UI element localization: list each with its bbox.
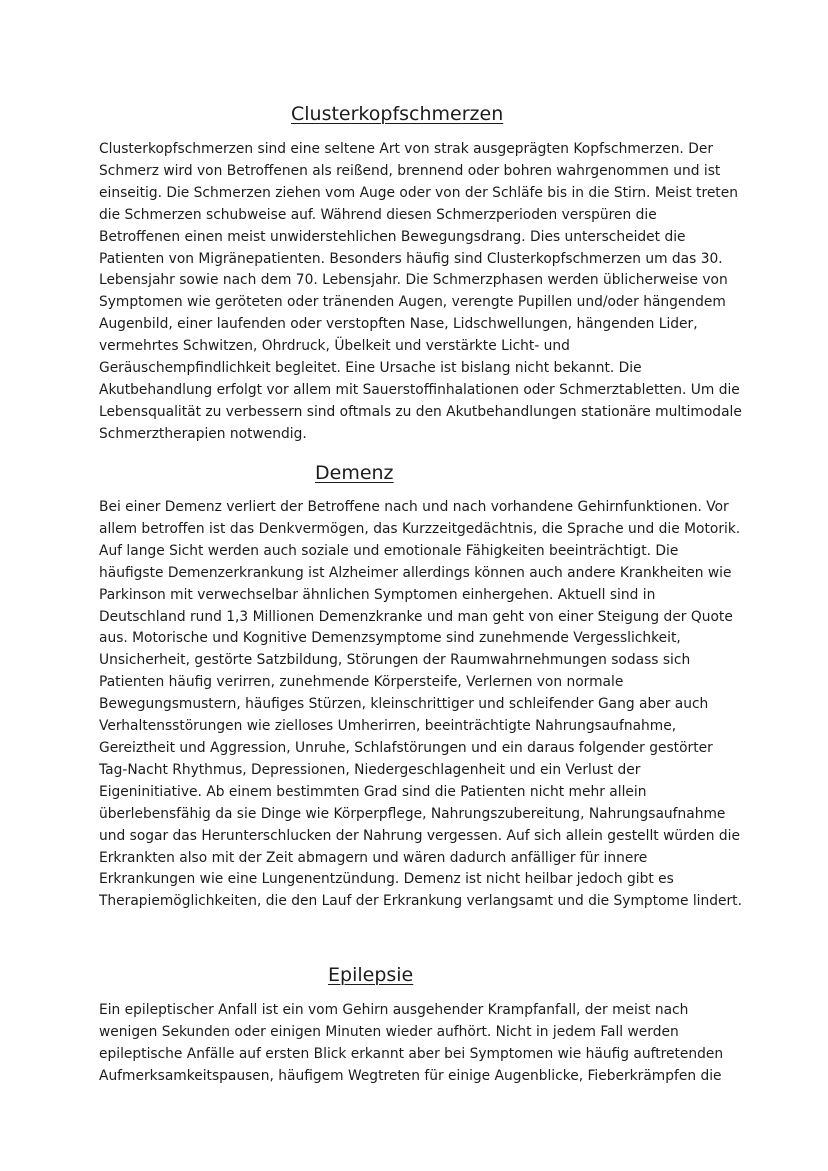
text-line: Eigeninitiative. Ab einem bestimmten Grad sind die Patienten nicht mehr allein — [99, 783, 647, 800]
text-line: Lebensqualität zu verbessern sind oftmals zu den Akutbehandlungen stationäre multimodale — [99, 403, 742, 420]
section-body-demenz — [99, 497, 742, 913]
section-body-epilepsie — [99, 1000, 723, 1088]
text-line: Akutbehandlung erfolgt vor allem mit Sauerstoffinhalationen oder Schmerztabletten. Um die — [99, 381, 740, 398]
text-line: wenigen Sekunden oder einigen Minuten wieder aufhört. Nicht in jedem Fall werden — [99, 1023, 679, 1040]
text-line: Symptomen wie geröteten oder tränenden Augen, verengte Pupillen und/oder hängendem — [99, 294, 726, 311]
text-line: Auf lange Sicht werden auch soziale und emotionale Fähigkeiten beeinträchtigt. Die — [99, 542, 679, 559]
section-heading-epilepsie: Epilepsie — [328, 964, 414, 986]
text-line: einseitig. Die Schmerzen ziehen vom Auge oder von der Schläfe bis in die Stirn. Meist treten — [99, 184, 738, 201]
text-line: vermehrtes Schwitzen, Ohrdruck, Übelkeit und verstärkte Licht- und — [99, 338, 570, 355]
text-line: Bei einer Demenz verliert der Betroffene nach und nach vorhandene Gehirnfunktionen. Vor — [99, 499, 729, 515]
text-line: die Schmerzen schubweise auf. Während diesen Schmerzperioden verspüren die — [99, 206, 657, 223]
text-line: Lebensjahr sowie nach dem 70. Lebensjahr. Die Schmerzphasen werden üblicherweise von — [99, 272, 728, 289]
text-line: Therapiemöglichkeiten, die den Lauf der Erkrankung verlangsamt und die Symptome lindert. — [99, 893, 742, 910]
text-line: Patienten häufig verirren, zunehmende Körpersteife, Verlernen von normale — [99, 674, 624, 691]
text-line: Unsicherheit, gestörte Satzbildung, Störungen der Raumwahrnehmungen sodass sich — [99, 652, 691, 669]
text-line: Parkinson mit verwechselbar ähnlichen Symptomen einhergehen. Aktuell sind in — [99, 586, 656, 603]
text-line: Geräuschempfindlichkeit begleitet. Eine Ursache ist bislang nicht bekannt. Die — [99, 360, 642, 377]
text-line: allem betroffen ist das Denkvermögen, das Kurzzeitgedächtnis, die Sprache und die Motorik. — [99, 520, 741, 537]
text-line: überlebensfähig da sie Dinge wie Körperpflege, Nahrungszubereitung, Nahrungsaufnahme — [99, 805, 726, 822]
text-line: aus. Motorische und Kognitive Demenzsymptome sind zunehmende Vergesslichkeit, — [99, 630, 681, 647]
section-body-clusterkopfschmerzen — [99, 139, 742, 446]
text-line: Erkrankten also mit der Zeit abmagern und wären dadurch anfälliger für innere — [99, 849, 648, 866]
text-line: Betroffenen einen meist unwiderstehlichen Bewegungsdrang. Dies unterscheidet die — [99, 228, 686, 245]
text-line: Aufmerksamkeitspausen, häufigem Wegtreten für einige Augenblicke, Fieberkrämpfen die — [99, 1067, 722, 1084]
section-heading-clusterkopfschmerzen: Clusterkopfschmerzen — [291, 103, 504, 125]
text-line: Verhaltensstörungen wie zielloses Umherirren, beeinträchtigte Nahrungsaufnahme, — [99, 718, 677, 735]
section-heading-demenz: Demenz — [315, 462, 394, 484]
text-line: epileptische Anfälle auf ersten Blick erkannt aber bei Symptomen wie häufig auftretenden — [99, 1045, 724, 1062]
text-line: und sogar das Herunterschlucken der Nahrung vergessen. Auf sich allein gestellt würden die — [99, 827, 740, 844]
text-line: Deutschland rund 1,3 Millionen Demenzkranke und man geht von einer Steigung der Quote — [99, 608, 733, 625]
text-line: häufigste Demenzerkrankung ist Alzheimer allerdings können auch andere Krankheiten wie — [99, 564, 732, 581]
text-line: Tag-Nacht Rhythmus, Depressionen, Niedergeschlagenheit und ein Verlust der — [99, 761, 641, 778]
text-line: Schmerz wird von Betroffenen als reißend, brennend oder bohren wahrgenommen und ist — [99, 162, 721, 179]
text-line: Augenbild, einer laufenden oder verstopften Nase, Lidschwellungen, hängenden Lider, — [99, 316, 698, 333]
text-line: Gereiztheit und Aggression, Unruhe, Schlafstörungen und ein daraus folgender gestörter — [99, 739, 713, 756]
text-line: Ein epileptischer Anfall ist ein vom Gehirn ausgehender Krampfanfall, der meist nach — [99, 1002, 689, 1018]
text-line: Bewegungsmustern, häufiges Stürzen, kleinschrittiger und schleifender Gang aber auch — [99, 696, 709, 713]
text-line: Clusterkopfschmerzen sind eine seltene Art von strak ausgeprägten Kopfschmerzen. Der — [99, 141, 713, 157]
text-line: Patienten von Migränepatienten. Besonders häufig sind Clusterkopfschmerzen um das 30. — [99, 250, 723, 267]
text-line: Schmerztherapien notwendig. — [99, 425, 307, 442]
text-line: Erkrankungen wie eine Lungenentzündung. Demenz ist nicht heilbar jedoch gibt es — [99, 871, 674, 888]
